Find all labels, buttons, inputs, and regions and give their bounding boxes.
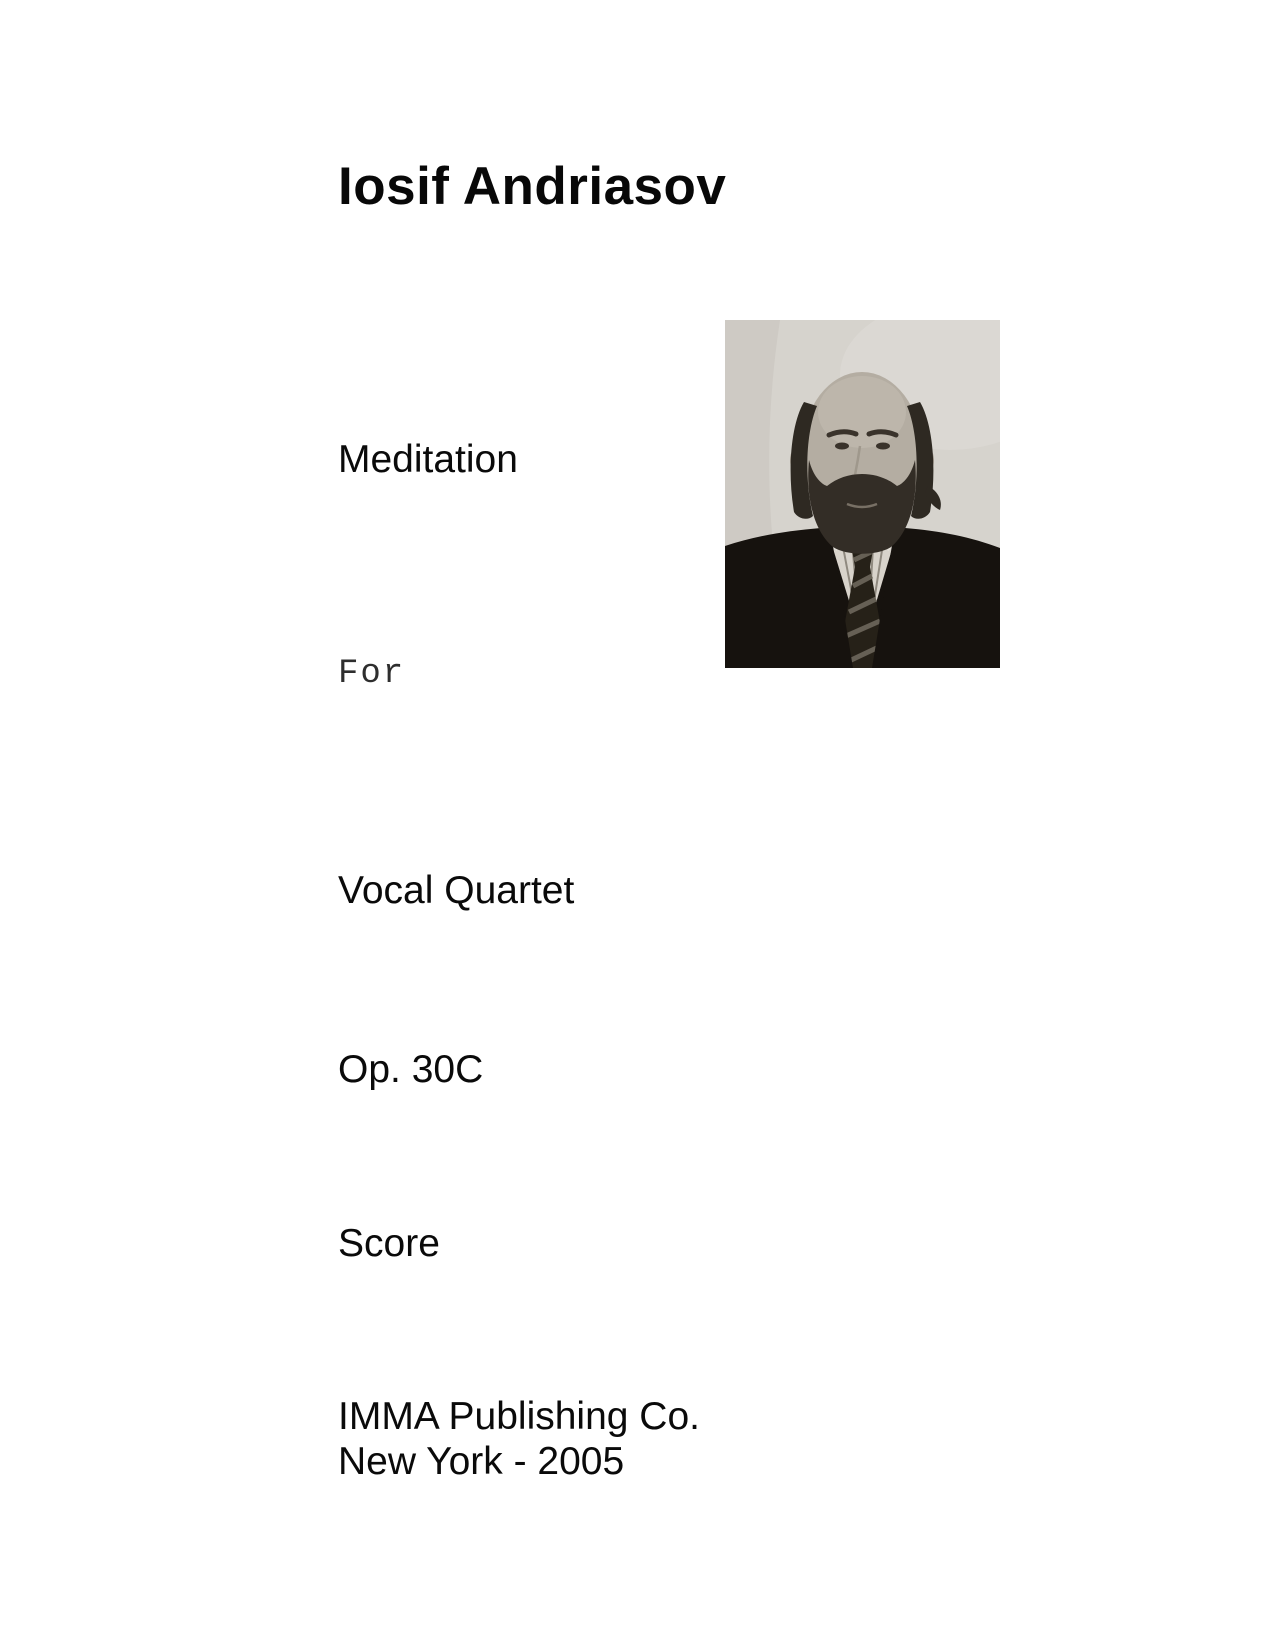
opus-number: Op. 30C (338, 1048, 484, 1091)
score-label: Score (338, 1222, 440, 1265)
publisher-name: IMMA Publishing Co. (338, 1395, 700, 1438)
ensemble-name: Vocal Quartet (338, 869, 575, 912)
composer-name: Iosif Andriasov (338, 157, 727, 216)
portrait-illustration (725, 320, 1000, 668)
eye-left (835, 443, 849, 450)
forehead-highlight (818, 376, 906, 448)
work-title: Meditation (338, 438, 518, 481)
for-label: For (338, 655, 406, 693)
publication-info: New York - 2005 (338, 1440, 625, 1483)
publisher-block (338, 1394, 700, 1484)
portrait-photo (725, 320, 1000, 668)
eye-right (876, 443, 890, 450)
